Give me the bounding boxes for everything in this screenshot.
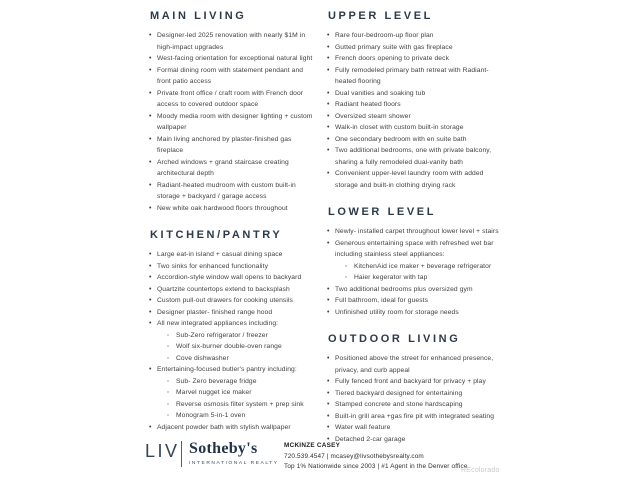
- section-title: OUTDOOR LIVING: [328, 333, 461, 345]
- feature-item: [148, 53, 316, 65]
- feature-item-text: Stamped concrete and stone hardscaping: [335, 401, 463, 408]
- feature-item-text: Custom pull-out drawers for cooking utensils: [157, 297, 293, 304]
- feature-item-text: Main living anchored by plaster-finished gas fireplace: [157, 135, 292, 154]
- feature-item: [326, 388, 508, 400]
- feature-item: [148, 261, 316, 273]
- feature-item: [148, 65, 316, 88]
- feature-item-text: Two additional bedrooms plus oversized gym: [335, 285, 473, 293]
- agent-info: [284, 442, 468, 470]
- feature-item-text: Accordion-style window wall opens to backyard: [157, 274, 302, 281]
- feature-item: [326, 99, 508, 111]
- feature-item-text: Convenient upper-level laundry room with added storage and built-in clothing drying rack: [335, 170, 484, 189]
- feature-item-text: Formal dining room with statement pendant and front patio access: [157, 66, 304, 85]
- feature-item-text: Radiant-heated mudroom with custom built-in storage + backyard / garage access: [157, 181, 296, 200]
- feature-subitem: ◦ Monogram 5-in-1 oven: [167, 410, 316, 422]
- feature-item-text: Quartzite countertops extend to backsplash: [157, 285, 290, 293]
- feature-list: [148, 249, 316, 433]
- feature-item: [326, 399, 508, 411]
- recolorado-watermark: REcolorado: [461, 467, 500, 474]
- feature-item: [148, 30, 316, 53]
- feature-subitem: ◦ Haier kegerator with tap: [345, 272, 508, 284]
- section-title: KITCHEN/PANTRY: [150, 229, 283, 241]
- feature-list: [326, 353, 508, 445]
- feature-item-text: Designer-led 2025 renovation with nearly $1M in high-impact upgrades: [157, 32, 306, 51]
- feature-item: [326, 88, 508, 100]
- feature-item-text: Entertaining-focused butler's pantry including:: [157, 366, 297, 373]
- feature-item-text: Fully fenced front and backyard for privacy + play: [335, 378, 486, 385]
- feature-item: [148, 284, 316, 296]
- agent-name: MCKINZE CASEY: [284, 442, 341, 449]
- feature-item: [326, 134, 508, 146]
- feature-item: [326, 422, 508, 434]
- feature-item-text: Oversized steam shower: [335, 112, 411, 120]
- feature-item-text: Full bathroom, ideal for guests: [335, 297, 429, 304]
- feature-item: [148, 134, 316, 157]
- feature-item: [148, 203, 316, 215]
- section: [148, 229, 316, 433]
- feature-item: [148, 318, 316, 364]
- feature-item: [326, 122, 508, 134]
- column-right: [326, 10, 508, 445]
- feature-item: [148, 422, 316, 434]
- feature-item-text: Moody media room with designer lighting + custom wallpaper: [157, 112, 313, 131]
- sothebys-wordmark: Sotheby's: [189, 440, 258, 457]
- agent-credentials: Top 1% Nationwide since 2003 | #1 Agent in the Denver office: [284, 463, 468, 471]
- feature-list: [326, 30, 508, 191]
- section: [148, 10, 316, 214]
- section: [326, 333, 508, 445]
- feature-item-text: Fully remodeled primary bath retreat with Radiant-heated flooring: [335, 66, 489, 85]
- feature-subitem: ◦ Reverse osmosis filter system + prep sink: [167, 399, 316, 411]
- feature-list: [148, 30, 316, 214]
- feature-item-text: One secondary bedroom with en suite bath: [335, 135, 467, 143]
- feature-item-text: Two additional bedrooms, one with private balcony, sharing a fully remodeled dual-vanity bath: [335, 147, 492, 166]
- feature-item: [326, 238, 508, 284]
- agent-contact: 720.539.4547 | mcasey@livsothebysrealty.com: [284, 452, 424, 460]
- feature-item: [326, 30, 508, 42]
- feature-sublist: [157, 330, 316, 365]
- feature-item: [148, 272, 316, 284]
- section-title: UPPER LEVEL: [328, 10, 434, 22]
- feature-item-text: Water wall feature: [335, 424, 391, 431]
- feature-item: [326, 42, 508, 54]
- feature-item: [326, 411, 508, 423]
- feature-item-text: Gutted primary suite with gas fireplace: [335, 43, 453, 51]
- feature-subitem: ◦ Marvel nugget ice maker: [167, 387, 316, 399]
- feature-item: [326, 295, 508, 307]
- feature-item: [148, 88, 316, 111]
- feature-item: [326, 226, 508, 238]
- feature-item-text: Built-in grill area +gas fire pit with integrated seating: [335, 412, 495, 420]
- feature-item: [326, 284, 508, 296]
- feature-item-text: Arched windows + grand staircase creating architectural depth: [157, 158, 289, 177]
- feature-item-text: Rare four-bedroom-up floor plan: [335, 32, 434, 39]
- feature-item-text: French doors opening to private deck: [335, 55, 450, 62]
- feature-item-text: Detached 2-car garage: [335, 435, 406, 443]
- feature-list: [326, 226, 508, 318]
- feature-item: [148, 180, 316, 203]
- feature-item: [326, 168, 508, 191]
- feature-item-text: Newly- installed carpet throughout lower level + stairs: [335, 228, 499, 235]
- feature-item-text: Large eat-in island + casual dining space: [157, 251, 283, 258]
- feature-item: [326, 353, 508, 376]
- feature-sublist: [157, 376, 316, 422]
- feature-subitem: ◦ Wolf six-burner double-oven range: [167, 341, 316, 353]
- feature-item: [326, 376, 508, 388]
- feature-subitem: ◦ Cove dishwasher: [167, 353, 316, 365]
- sothebys-logo: [189, 440, 279, 466]
- feature-item-text: Adjacent powder bath with stylish wallpaper: [157, 423, 291, 431]
- feature-item-text: Tiered backyard designed for entertaining: [335, 389, 463, 397]
- feature-sublist: [335, 261, 508, 284]
- feature-item-text: Designer plaster- finished range hood: [157, 308, 273, 316]
- feature-item-text: Radiant heated floors: [335, 101, 401, 108]
- feature-item-text: West-facing orientation for exceptional natural light: [157, 55, 313, 62]
- feature-item-text: Positioned above the street for enhanced presence, privacy, and curb appeal: [335, 355, 494, 374]
- feature-item: [148, 307, 316, 319]
- feature-item: [326, 145, 508, 168]
- feature-item: [326, 307, 508, 319]
- section: [326, 10, 508, 191]
- feature-subitem: ◦ Sub- Zero beverage fridge: [167, 376, 316, 388]
- feature-item: [148, 295, 316, 307]
- feature-item-text: Private front office / craft room with French door access to covered outdoor space: [157, 89, 304, 108]
- section-title: MAIN LIVING: [150, 10, 247, 22]
- liv-logo-text: LIV: [145, 441, 180, 461]
- feature-item-text: All new integrated appliances including:: [157, 320, 279, 327]
- section-title: LOWER LEVEL: [328, 206, 437, 218]
- feature-item: [148, 157, 316, 180]
- feature-item: [326, 65, 508, 88]
- feature-item-text: Two sinks for enhanced functionality: [157, 262, 269, 270]
- feature-item: [148, 111, 316, 134]
- section: [326, 206, 508, 318]
- feature-item: [148, 249, 316, 261]
- feature-subitem: ◦ Sub-Zero refrigerator / freezer: [167, 330, 316, 342]
- feature-item-text: New white oak hardwood floors throughout: [157, 204, 288, 212]
- feature-item-text: Unfinished utility room for storage needs: [335, 308, 459, 316]
- logo-divider: [181, 441, 182, 467]
- feature-item: [326, 53, 508, 65]
- column-left: [148, 10, 316, 433]
- sothebys-tagline: INTERNATIONAL REALTY: [189, 460, 279, 466]
- feature-item-text: Walk-in closet with custom built-in storage: [335, 124, 464, 131]
- feature-item-text: Dual vanities and soaking tub: [335, 89, 426, 97]
- feature-subitem: ◦ KitchenAid ice maker + beverage refrigerator: [345, 261, 508, 273]
- feature-item-text: Generous entertaining space with refreshed wet bar including stainless steel appliances:: [335, 239, 494, 258]
- feature-item: [148, 364, 316, 422]
- feature-item: [326, 111, 508, 123]
